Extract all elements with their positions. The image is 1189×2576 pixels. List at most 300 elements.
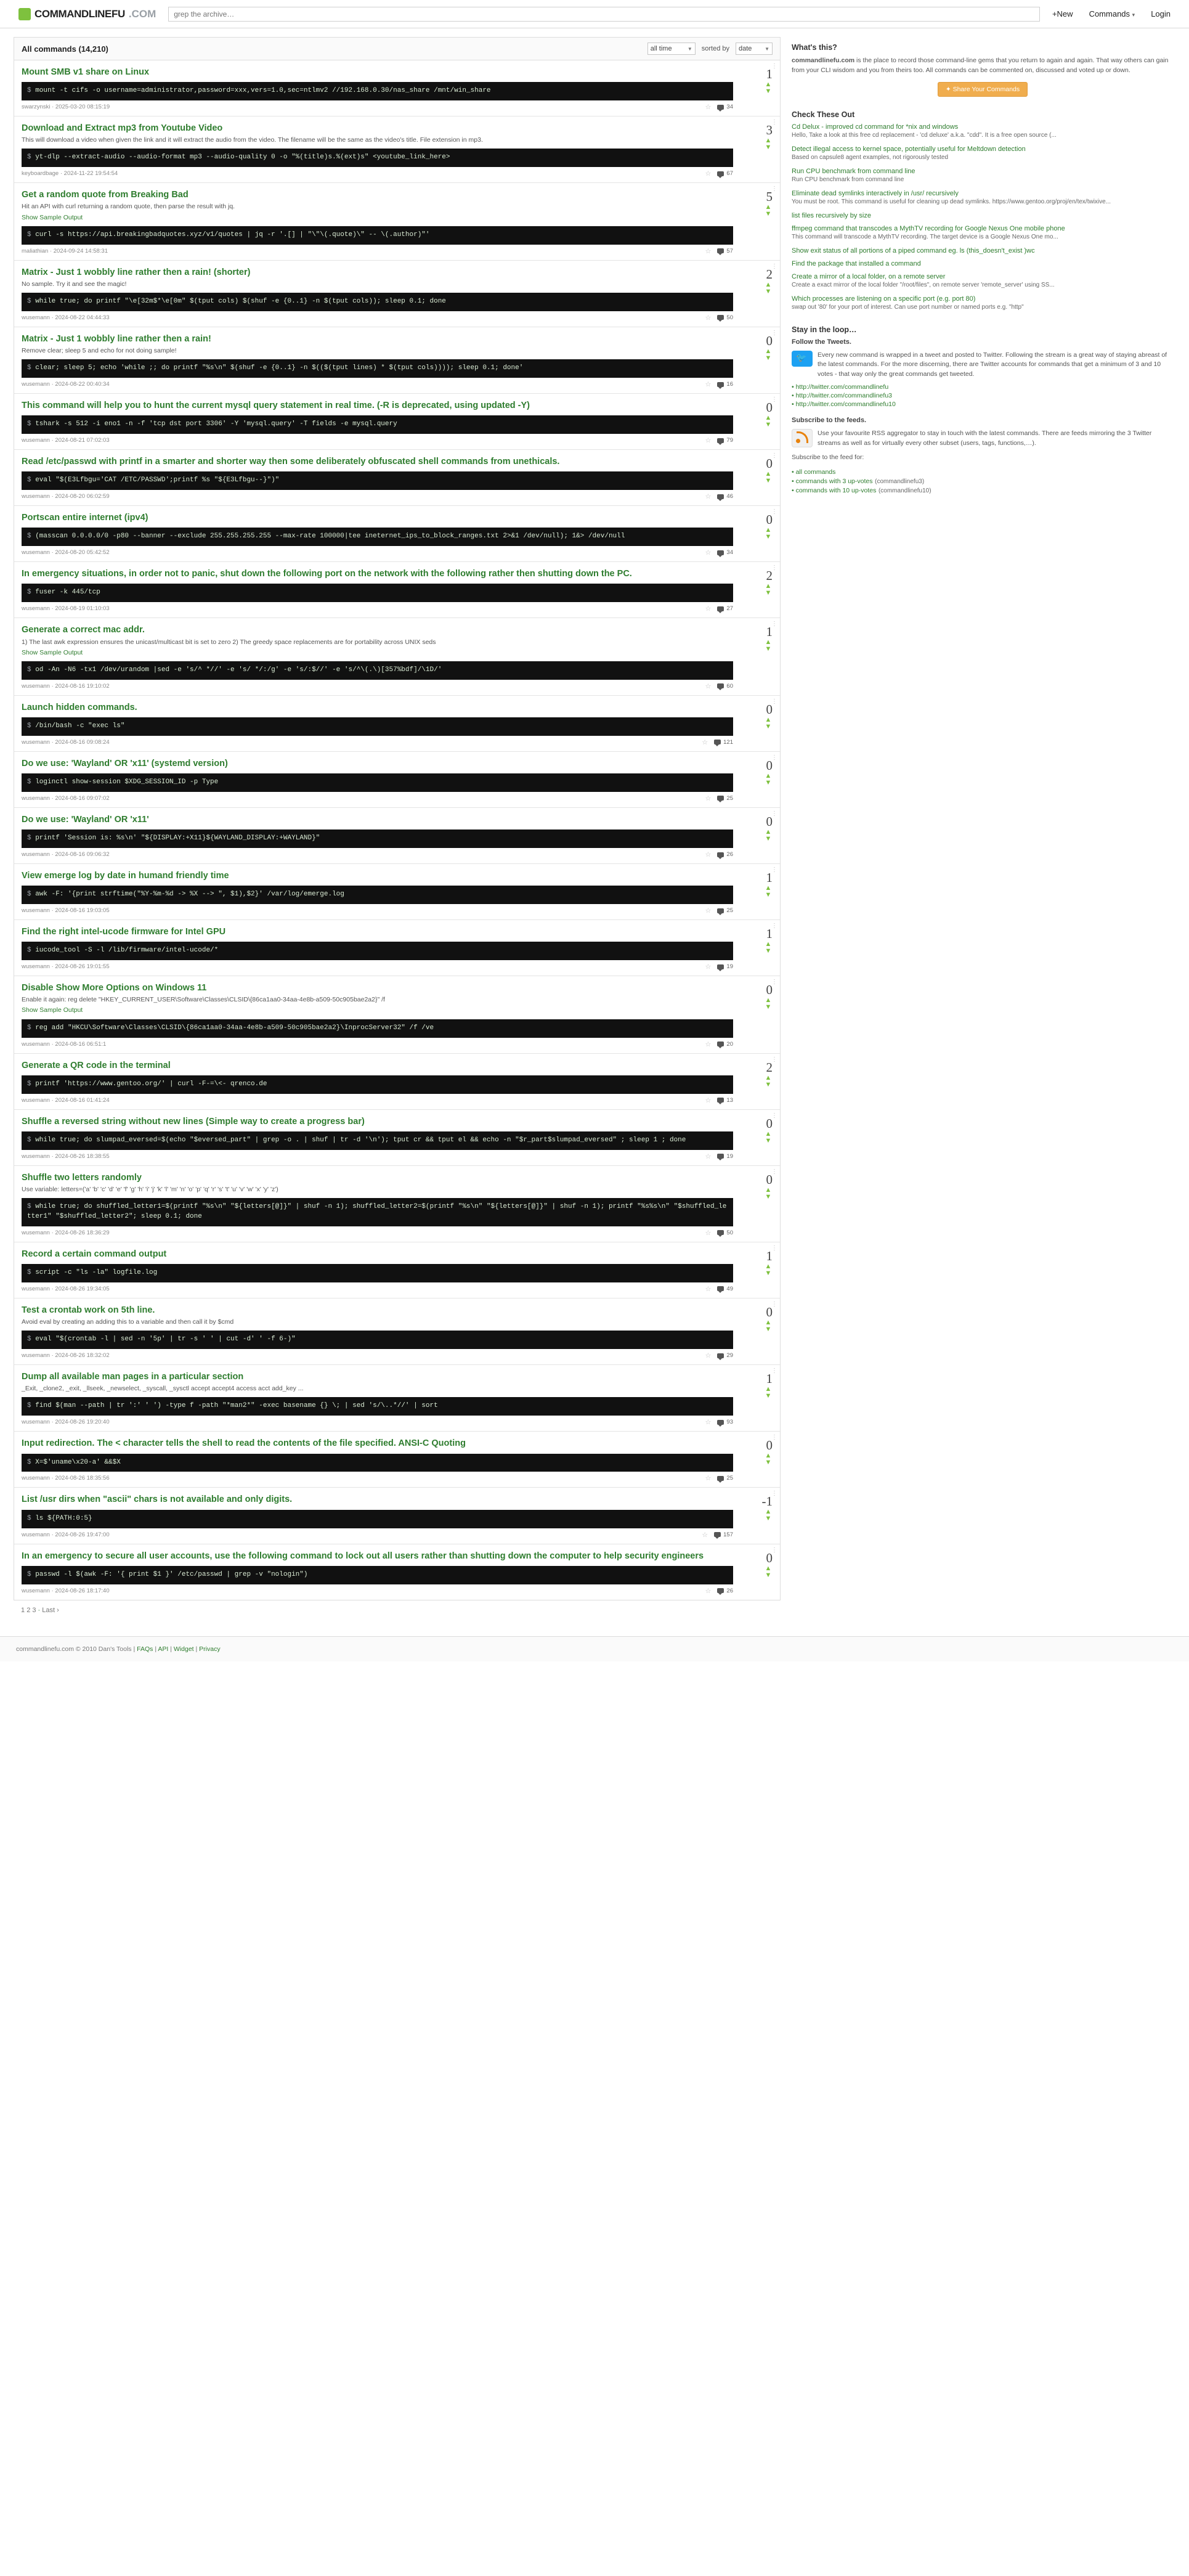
more-options-icon[interactable]: ⋮	[771, 754, 777, 761]
check-these-out-link[interactable]: list files recursively by size	[792, 211, 871, 219]
favorite-star-icon[interactable]: ☆	[705, 1096, 712, 1104]
command-title-link[interactable]: Matrix - Just 1 wobbly line rather then a rain!	[22, 333, 211, 344]
command-description-link-row	[22, 1006, 733, 1014]
prompt-symbol: $	[27, 1335, 36, 1343]
command-author: wusemann · 2024-08-20 06:02:59	[22, 493, 110, 500]
twitter-link-10[interactable]: • http://twitter.com/commandlinefu10	[792, 400, 896, 408]
command-title-link[interactable]: Do we use: 'Wayland' OR 'x11' (systemd version)	[22, 758, 228, 768]
vote-up-icon[interactable]: ▲	[765, 884, 772, 892]
more-options-icon[interactable]: ⋮	[771, 810, 777, 817]
command-author-name[interactable]: wusemann	[22, 682, 50, 690]
command-title-link[interactable]: Test a crontab work on 5th line.	[22, 1305, 155, 1315]
footer-link-api[interactable]: API	[158, 1645, 169, 1653]
command-author-name[interactable]: wusemann	[22, 1419, 50, 1426]
comment-count[interactable]	[717, 1229, 733, 1236]
vote-down-icon[interactable]: ▼	[765, 722, 772, 730]
footer-copyright: commandlinefu.com © 2010 Dan's Tools |	[16, 1645, 136, 1653]
vote-down-icon[interactable]: ▼	[765, 947, 772, 955]
more-options-icon[interactable]: ⋮	[771, 1112, 777, 1119]
vote-up-icon[interactable]: ▲	[765, 1074, 772, 1082]
logo-square-icon	[18, 8, 31, 20]
vote-count: 0	[766, 982, 773, 998]
command-author-name[interactable]: wusemann	[22, 493, 50, 500]
command-date: 2024-08-26 19:20:40	[55, 1419, 110, 1426]
comment-count[interactable]	[717, 1419, 733, 1425]
more-options-icon[interactable]: ⋮	[771, 866, 777, 874]
comment-count[interactable]	[717, 1097, 733, 1104]
vote-up-icon[interactable]: ▲	[765, 772, 772, 780]
favorite-star-icon[interactable]: ☆	[705, 851, 712, 859]
more-options-icon[interactable]: ⋮	[771, 923, 777, 930]
command-entry	[14, 506, 780, 562]
command-title-link[interactable]: In an emergency to secure all user accounts, use the following command to lock out all users rather than shutting down the computer to help security engineers	[22, 1551, 704, 1561]
command-code[interactable]	[22, 1264, 733, 1282]
rss-link-3votes[interactable]: • commands with 3 up-votes	[792, 478, 873, 485]
prompt-symbol: $	[27, 1268, 36, 1276]
more-options-icon[interactable]: ⋮	[771, 1367, 777, 1375]
command-title-link[interactable]: Shuffle a reversed string without new lines (Simple way to create a progress bar)	[22, 1116, 365, 1127]
favorite-star-icon[interactable]: ☆	[705, 1587, 712, 1595]
footer-link-faqs[interactable]: FAQs	[137, 1645, 153, 1653]
vote-up-icon[interactable]: ▲	[765, 1318, 772, 1326]
check-these-out-link[interactable]: Find the package that installed a command	[792, 259, 921, 267]
nav-login[interactable]: Login	[1151, 9, 1171, 18]
vote-down-icon[interactable]: ▼	[765, 287, 772, 295]
vote-up-icon[interactable]: ▲	[765, 470, 772, 478]
favorite-star-icon[interactable]: ☆	[705, 963, 712, 971]
more-options-icon[interactable]: ⋮	[771, 185, 777, 193]
footer-link-widget[interactable]: Widget	[173, 1645, 194, 1653]
vote-down-icon[interactable]: ▼	[765, 1003, 772, 1011]
vote-up-icon[interactable]: ▲	[765, 638, 772, 646]
favorite-star-icon[interactable]: ☆	[705, 1285, 712, 1293]
comment-count[interactable]	[714, 739, 733, 746]
vote-down-icon[interactable]: ▼	[765, 778, 772, 786]
command-author-name[interactable]: wusemann	[22, 314, 50, 321]
comment-count[interactable]	[717, 1352, 733, 1359]
vote-up-icon[interactable]: ▲	[765, 280, 772, 288]
page-2[interactable]: 2	[26, 1606, 31, 1614]
vote-up-icon[interactable]: ▲	[765, 1508, 772, 1516]
comment-count[interactable]	[717, 963, 733, 970]
comment-count[interactable]	[717, 248, 733, 255]
command-author-name[interactable]: wusemann	[22, 794, 50, 802]
vote-control	[739, 568, 773, 616]
command-code-text: X=$'uname\x20-a' &&$X	[35, 1458, 121, 1466]
command-code[interactable]	[22, 1510, 733, 1528]
chevron-down-icon: ▼	[687, 46, 692, 52]
prompt-symbol: $	[27, 87, 36, 95]
command-code[interactable]	[22, 942, 733, 960]
command-date: 2024-08-16 09:06:32	[55, 851, 110, 858]
command-author-name[interactable]: wusemann	[22, 907, 50, 915]
comment-count[interactable]	[717, 549, 733, 556]
command-date: 2024-08-22 00:40:34	[55, 381, 110, 388]
command-entry	[14, 920, 780, 976]
vote-up-icon[interactable]: ▲	[765, 715, 772, 723]
command-author-name[interactable]: wusemann	[22, 1152, 50, 1160]
comment-count[interactable]	[717, 170, 733, 177]
more-options-icon[interactable]: ⋮	[771, 119, 777, 126]
command-code[interactable]	[22, 1454, 733, 1472]
command-author-name[interactable]: maliathian	[22, 247, 49, 255]
vote-down-icon[interactable]: ▼	[765, 1136, 772, 1144]
nav-new[interactable]: +New	[1052, 9, 1073, 18]
share-your-commands-button[interactable]: ✦ Share Your Commands	[938, 82, 1028, 97]
vote-down-icon[interactable]: ▼	[765, 1269, 772, 1277]
vote-down-icon[interactable]: ▼	[765, 1325, 772, 1333]
vote-down-icon[interactable]: ▼	[765, 477, 772, 485]
command-title-link[interactable]: Get a random quote from Breaking Bad	[22, 190, 189, 200]
vote-down-icon[interactable]: ▼	[765, 891, 772, 899]
check-these-out-link[interactable]: Cd Delux - improved cd command for *nix and windows	[792, 123, 959, 131]
more-options-icon[interactable]: ⋮	[771, 329, 777, 336]
comment-count[interactable]	[717, 493, 733, 500]
command-title-link[interactable]: Find the right intel-ucode firmware for Intel GPU	[22, 927, 226, 937]
time-filter-value: all time	[650, 45, 672, 52]
command-author-name[interactable]: wusemann	[22, 1475, 50, 1482]
favorite-star-icon[interactable]: ☆	[705, 1475, 712, 1483]
page-3[interactable]: 3	[32, 1606, 36, 1614]
favorite-star-icon[interactable]: ☆	[705, 549, 712, 557]
comment-count[interactable]	[717, 1153, 733, 1160]
favorite-star-icon[interactable]: ☆	[705, 170, 712, 178]
command-description: No sample. Try it and see the magic!	[22, 280, 127, 288]
vote-down-icon[interactable]: ▼	[765, 645, 772, 653]
check-these-out-link[interactable]: Which processes are listening on a specific port (e.g. port 80)	[792, 295, 976, 303]
comment-count[interactable]	[717, 683, 733, 690]
command-title-link[interactable]: Generate a correct mac addr.	[22, 625, 145, 635]
footer-link-privacy[interactable]: Privacy	[199, 1645, 221, 1653]
command-description: Remove clear; sleep 5 and echo for not doing sample!	[22, 347, 177, 355]
command-author-name[interactable]: wusemann	[22, 549, 50, 556]
search-input[interactable]	[168, 7, 1040, 22]
command-author: wusemann · 2024-08-22 04:44:33	[22, 314, 110, 321]
vote-down-icon[interactable]: ▼	[765, 88, 772, 95]
vote-control	[739, 1116, 773, 1164]
command-title-link[interactable]: List /usr dirs when "ascii" chars is not available and only digits.	[22, 1494, 293, 1505]
command-code[interactable]	[22, 829, 733, 848]
nav-commands-label: Commands	[1089, 9, 1130, 18]
command-code[interactable]	[22, 415, 733, 434]
rss-link-row-2	[792, 485, 1174, 494]
vote-count: 0	[766, 1438, 773, 1453]
more-options-icon[interactable]: ⋮	[771, 63, 777, 70]
rss-link-10votes[interactable]: • commands with 10 up-votes	[792, 487, 877, 494]
prompt-symbol: $	[27, 778, 36, 786]
comment-bubble-icon	[717, 550, 724, 555]
vote-down-icon[interactable]: ▼	[765, 589, 772, 597]
page-last[interactable]: Last ›	[42, 1606, 59, 1614]
favorite-star-icon[interactable]: ☆	[705, 1229, 712, 1237]
command-description: Use variable: letters=('a' 'b' 'c' 'd' 'e' 'f' 'g' 'h' 'i' 'j' 'k' 'l' 'm' 'n' 'o' 'p' 'q' 'r' 's' 't' 'u' 'v' 'w' 'x' 'y' 'z')	[22, 1185, 278, 1193]
more-options-icon[interactable]: ⋮	[771, 1434, 777, 1441]
vote-up-icon[interactable]: ▲	[765, 1564, 772, 1572]
favorite-star-icon[interactable]: ☆	[705, 437, 712, 445]
command-author-name[interactable]: wusemann	[22, 1229, 50, 1236]
comment-count-value: 27	[726, 605, 733, 613]
vote-up-icon[interactable]: ▲	[765, 997, 772, 1005]
more-options-icon[interactable]: ⋮	[771, 565, 777, 572]
vote-up-icon[interactable]: ▲	[765, 1130, 772, 1138]
check-these-out-link[interactable]: ffmpeg command that transcodes a MythTV recording for Google Nexus One mobile phone	[792, 224, 1065, 232]
vote-count: 1	[766, 67, 773, 81]
more-options-icon[interactable]: ⋮	[771, 452, 777, 460]
command-title-link[interactable]: Launch hidden commands.	[22, 702, 137, 712]
follow-tweets-heading: Follow the Tweets.	[792, 338, 851, 346]
favorite-star-icon[interactable]: ☆	[702, 1531, 708, 1539]
command-author: wusemann · 2024-08-26 18:17:40	[22, 1587, 110, 1594]
vote-up-icon[interactable]: ▲	[765, 1262, 772, 1270]
time-filter-select[interactable]	[647, 43, 696, 55]
comment-count[interactable]	[717, 907, 733, 914]
favorite-star-icon[interactable]: ☆	[705, 1419, 712, 1427]
command-author-name[interactable]: wusemann	[22, 1040, 50, 1048]
rss-link-all[interactable]: • all commands	[792, 468, 836, 476]
command-code[interactable]	[22, 149, 733, 167]
favorite-star-icon[interactable]: ☆	[705, 794, 712, 802]
nav-commands[interactable]	[1089, 9, 1135, 18]
command-title-link[interactable]: Disable Show More Options on Windows 11	[22, 983, 207, 993]
comment-count[interactable]	[717, 1041, 733, 1048]
command-author-name[interactable]: wusemann	[22, 1285, 50, 1292]
vote-up-icon[interactable]: ▲	[765, 414, 772, 422]
vote-control	[739, 1249, 773, 1297]
command-code[interactable]	[22, 717, 733, 736]
command-author-name[interactable]: swarzynski	[22, 104, 51, 111]
command-author-name[interactable]: keyboardbage	[22, 170, 59, 177]
favorite-star-icon[interactable]: ☆	[705, 1352, 712, 1360]
comment-count[interactable]	[717, 1286, 733, 1292]
vote-down-icon[interactable]: ▼	[765, 1392, 772, 1400]
command-code[interactable]	[22, 471, 733, 490]
vote-up-icon[interactable]: ▲	[765, 81, 772, 88]
more-options-icon[interactable]: ⋮	[771, 263, 777, 270]
vote-count: 5	[766, 189, 773, 205]
command-title-link[interactable]: Download and Extract mp3 from Youtube Video	[22, 123, 223, 134]
vote-down-icon[interactable]: ▼	[765, 144, 772, 152]
vote-down-icon[interactable]: ▼	[765, 421, 772, 429]
command-title-link[interactable]: Read /etc/passwd with printf in a smarter and shorter way then some deliberately obfuscated shell commands from unethicals.	[22, 457, 560, 467]
comment-count[interactable]	[717, 381, 733, 388]
vote-down-icon[interactable]: ▼	[765, 354, 772, 362]
vote-down-icon[interactable]: ▼	[765, 210, 772, 218]
command-code[interactable]	[22, 1131, 733, 1150]
command-entry	[14, 696, 780, 752]
vote-down-icon[interactable]: ▼	[765, 1515, 772, 1523]
rss-heading: Subscribe to the feeds.	[792, 416, 867, 424]
favorite-star-icon[interactable]: ☆	[705, 605, 712, 613]
command-code[interactable]	[22, 226, 733, 245]
command-author-name[interactable]: wusemann	[22, 1587, 50, 1594]
command-author-name[interactable]: wusemann	[22, 1096, 50, 1104]
command-title-link[interactable]: Matrix - Just 1 wobbly line rather then a rain! (shorter)	[22, 267, 251, 277]
vote-control	[739, 982, 773, 1051]
vote-control	[739, 456, 773, 504]
more-options-icon[interactable]: ⋮	[771, 1300, 777, 1308]
favorite-star-icon[interactable]: ☆	[705, 907, 712, 915]
comment-count[interactable]	[717, 437, 733, 444]
whats-this-heading: What's this?	[792, 43, 837, 52]
vote-down-icon[interactable]: ▼	[765, 834, 772, 842]
command-code-text: script -c "ls -la" logfile.log	[35, 1268, 158, 1276]
comment-count-value: 19	[726, 1152, 733, 1160]
command-title-link[interactable]: Generate a QR code in the terminal	[22, 1060, 171, 1070]
vote-up-icon[interactable]: ▲	[765, 347, 772, 355]
command-code[interactable]	[22, 528, 733, 546]
command-code[interactable]	[22, 293, 733, 311]
site-logo[interactable]	[18, 8, 156, 20]
command-author-name[interactable]: wusemann	[22, 605, 50, 613]
vote-up-icon[interactable]: ▲	[765, 582, 772, 590]
show-sample-output-link[interactable]: Show Sample Output	[22, 1006, 83, 1014]
command-code[interactable]	[22, 1075, 733, 1094]
comment-count-value: 60	[726, 682, 733, 690]
vote-up-icon[interactable]: ▲	[765, 1452, 772, 1460]
comment-count[interactable]	[714, 1531, 733, 1538]
more-options-icon[interactable]: ⋮	[771, 698, 777, 705]
vote-up-icon[interactable]: ▲	[765, 137, 772, 145]
twitter-link-3[interactable]: • http://twitter.com/commandlinefu3	[792, 391, 892, 399]
vote-down-icon[interactable]: ▼	[765, 1459, 772, 1467]
command-title-link[interactable]: Portscan entire internet (ipv4)	[22, 513, 148, 523]
comment-bubble-icon	[717, 1286, 724, 1291]
check-these-out-link[interactable]: Run CPU benchmark from command line	[792, 167, 915, 175]
command-author-name[interactable]: wusemann	[22, 851, 50, 858]
more-options-icon[interactable]: ⋮	[771, 1056, 777, 1063]
vote-up-icon[interactable]: ▲	[765, 940, 772, 948]
comment-count[interactable]	[717, 314, 733, 321]
vote-down-icon[interactable]: ▼	[765, 533, 772, 541]
page-1[interactable]: 1	[21, 1606, 25, 1614]
command-code[interactable]	[22, 886, 733, 904]
comment-count[interactable]	[717, 605, 733, 612]
vote-control	[739, 123, 773, 181]
comment-bubble-icon	[717, 248, 724, 253]
command-author: wusemann · 2024-08-16 09:06:32	[22, 851, 110, 858]
favorite-star-icon[interactable]: ☆	[705, 1152, 712, 1160]
command-code[interactable]	[22, 82, 733, 100]
vote-up-icon[interactable]: ▲	[765, 203, 772, 211]
command-code[interactable]	[22, 359, 733, 378]
favorite-star-icon[interactable]: ☆	[705, 381, 712, 389]
command-title-link[interactable]: Record a certain command output	[22, 1249, 167, 1259]
more-options-icon[interactable]: ⋮	[771, 396, 777, 404]
command-code-text: mount -t cifs -o username=administrator,password=xxx,vers=1.0,sec=ntlmv2 //192.168.0.30/nas_share /mnt/win_share	[35, 87, 491, 95]
command-code[interactable]	[22, 1331, 733, 1349]
vote-control	[739, 1305, 773, 1363]
favorite-star-icon[interactable]: ☆	[705, 314, 712, 322]
favorite-star-icon[interactable]: ☆	[705, 104, 712, 112]
favorite-star-icon[interactable]: ☆	[702, 738, 708, 746]
whats-this-section	[792, 43, 1174, 97]
more-options-icon[interactable]: ⋮	[771, 1168, 777, 1175]
command-author-name[interactable]: wusemann	[22, 1531, 50, 1538]
stay-in-loop-heading: Stay in the loop…	[792, 325, 857, 334]
vote-down-icon[interactable]: ▼	[765, 1192, 772, 1200]
favorite-star-icon[interactable]: ☆	[705, 493, 712, 501]
vote-control	[739, 1371, 773, 1430]
more-options-icon[interactable]: ⋮	[771, 1546, 777, 1554]
vote-up-icon[interactable]: ▲	[765, 828, 772, 836]
prompt-symbol: $	[27, 1514, 36, 1522]
comment-count[interactable]	[717, 104, 733, 110]
comment-count[interactable]	[717, 1588, 733, 1594]
command-title-link[interactable]: In emergency situations, in order not to panic, shut down the following port on the network with the following rather then shutting down the PC.	[22, 569, 632, 579]
command-entry	[14, 864, 780, 920]
command-description-link-row	[22, 213, 733, 222]
comment-count[interactable]	[717, 795, 733, 802]
rss-icon	[792, 429, 813, 447]
command-date: 2024-08-16 09:08:24	[55, 738, 110, 746]
command-title-link[interactable]: Input redirection. The < character tells the shell to read the contents of the file specified. ANSI-C Quoting	[22, 1438, 466, 1449]
check-these-out-link[interactable]: Eliminate dead symlinks interactively in /usr/ recursively	[792, 189, 959, 197]
command-author: wusemann · 2024-08-26 19:34:05	[22, 1285, 110, 1292]
command-author-name[interactable]: wusemann	[22, 381, 50, 388]
command-code[interactable]	[22, 661, 733, 680]
twitter-link-all[interactable]: • http://twitter.com/commandlinefu	[792, 383, 889, 391]
command-title-link[interactable]: View emerge log by date in humand friendly time	[22, 871, 229, 881]
command-code[interactable]	[22, 1397, 733, 1416]
command-code[interactable]	[22, 584, 733, 602]
command-entry	[14, 261, 780, 327]
favorite-star-icon[interactable]: ☆	[705, 247, 712, 255]
command-author-name[interactable]: wusemann	[22, 738, 50, 746]
vote-down-icon[interactable]: ▼	[765, 1571, 772, 1579]
check-these-out-link[interactable]: Detect illegal access to kernel space, potentially useful for Meltdown detection	[792, 145, 1026, 153]
vote-count: 0	[766, 333, 773, 348]
command-title-link[interactable]: Shuffle two letters randomly	[22, 1172, 142, 1183]
show-sample-output-link[interactable]: Show Sample Output	[22, 213, 83, 221]
command-title-link[interactable]: Mount SMB v1 share on Linux	[22, 67, 150, 77]
comment-count[interactable]	[717, 1475, 733, 1482]
more-options-icon[interactable]: ⋮	[771, 621, 777, 628]
command-code[interactable]	[22, 1198, 733, 1226]
more-options-icon[interactable]: ⋮	[771, 1490, 777, 1498]
vote-up-icon[interactable]: ▲	[765, 1186, 772, 1194]
command-date: 2024-08-22 04:44:33	[55, 314, 110, 321]
favorite-star-icon[interactable]: ☆	[705, 1040, 712, 1048]
show-sample-output-link[interactable]: Show Sample Output	[22, 648, 83, 656]
more-options-icon[interactable]: ⋮	[771, 1244, 777, 1252]
sort-field-select[interactable]	[736, 43, 773, 55]
command-author-name[interactable]: wusemann	[22, 963, 50, 971]
command-code-text: printf 'https://www.gentoo.org/' | curl -F-=\<- qrenco.de	[35, 1080, 267, 1088]
more-options-icon[interactable]: ⋮	[771, 508, 777, 516]
command-title-link[interactable]: Dump all available man pages in a particular section	[22, 1372, 244, 1382]
check-these-out-link[interactable]: Show exit status of all portions of a piped command eg. ls (this_doesn't_exist )wc	[792, 247, 1035, 255]
command-code[interactable]	[22, 773, 733, 792]
favorite-star-icon[interactable]: ☆	[705, 682, 712, 690]
vote-up-icon[interactable]: ▲	[765, 526, 772, 534]
command-title-link[interactable]: This command will help you to hunt the current mysql query statement in real time. (-R is deprecated, using updated -Y)	[22, 401, 530, 411]
command-code[interactable]	[22, 1566, 733, 1584]
command-author-name[interactable]: wusemann	[22, 1352, 50, 1359]
comment-count[interactable]	[717, 851, 733, 858]
command-code[interactable]	[22, 1019, 733, 1038]
prompt-symbol: $	[27, 1458, 36, 1466]
vote-count: 1	[766, 1248, 773, 1263]
command-author: wusemann · 2024-08-26 19:20:40	[22, 1419, 110, 1426]
vote-down-icon[interactable]: ▼	[765, 1080, 772, 1088]
command-title-link[interactable]: Do we use: 'Wayland' OR 'x11'	[22, 814, 149, 825]
command-entry	[14, 976, 780, 1053]
check-these-out-link[interactable]: Create a mirror of a local folder, on a remote server	[792, 272, 946, 280]
vote-count: -1	[761, 1494, 773, 1509]
vote-up-icon[interactable]: ▲	[765, 1385, 772, 1393]
command-author-name[interactable]: wusemann	[22, 437, 50, 444]
more-options-icon[interactable]: ⋮	[771, 979, 777, 986]
